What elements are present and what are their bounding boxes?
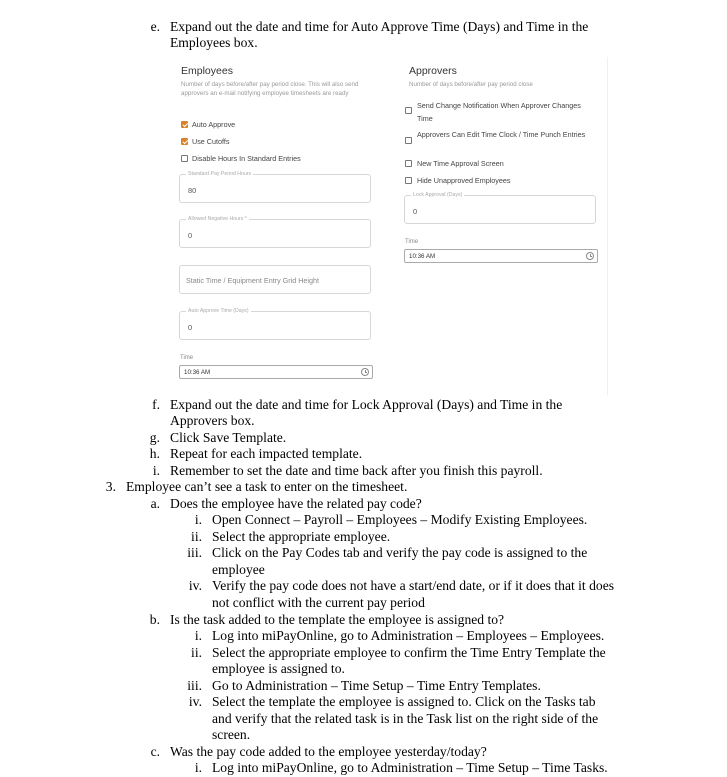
approvers-panel bbox=[399, 57, 608, 395]
sub-b-iv-line-3: screen. bbox=[212, 727, 251, 742]
disable-hours-label: Disable Hours In Standard Entries bbox=[192, 154, 301, 163]
approvers-description: Number of days before/after pay period close bbox=[409, 81, 533, 88]
disable-hours-checkbox[interactable] bbox=[181, 155, 188, 162]
step-h-line: Repeat for each impacted template. bbox=[170, 446, 363, 461]
send-change-notification-label: Send Change Notification When Approver Changes Time bbox=[417, 101, 581, 123]
auto-approve-days-value: 0 bbox=[188, 323, 193, 332]
approvers-time-value: 10:36 AM bbox=[409, 253, 436, 260]
sub-b-i-line: Log into miPayOnline, go to Administration – Employees – Employees. bbox=[212, 628, 605, 643]
employees-time-value: 10:36 AM bbox=[184, 369, 211, 376]
use-cutoffs-label: Use Cutoffs bbox=[192, 137, 230, 146]
step-f-marker: f. bbox=[152, 397, 160, 412]
negative-hours-value: 0 bbox=[188, 231, 193, 240]
approvers-time-label: Time bbox=[405, 239, 419, 245]
approvers-can-edit-label: Approvers Can Edit Time Clock / Time Punch Entries bbox=[417, 130, 586, 139]
step-i-marker: i. bbox=[152, 463, 160, 478]
new-approval-screen-label: New Time Approval Screen bbox=[417, 159, 504, 168]
sub-b-iv-marker: iv. bbox=[188, 694, 202, 709]
negative-hours-legend: Allowed Negative Hours * bbox=[188, 216, 247, 222]
sub-b-iii-line: Go to Administration – Time Setup – Time Entry Templates. bbox=[212, 678, 541, 693]
sub-a-iv-marker: iv. bbox=[188, 578, 202, 593]
sub-c-marker: c. bbox=[150, 744, 160, 759]
lock-approval-legend: Lock Approval (Days) bbox=[413, 192, 463, 198]
step-e-line-2: Employees box. bbox=[170, 35, 258, 50]
step-i-line: Remember to set the date and time back after you finish this payroll. bbox=[170, 463, 543, 478]
employees-time-label: Time bbox=[180, 355, 194, 361]
template-settings-screenshot bbox=[171, 57, 607, 395]
step-g-marker: g. bbox=[149, 430, 160, 445]
negative-hours-field[interactable] bbox=[179, 216, 371, 248]
employees-time-input[interactable] bbox=[179, 365, 373, 379]
step-h-marker: h. bbox=[149, 446, 160, 461]
sub-b-ii-line-1: Select the appropriate employee to confirm the Time Entry Template the bbox=[212, 645, 606, 660]
use-cutoffs-checkbox[interactable] bbox=[181, 138, 188, 145]
send-change-notification-checkbox[interactable] bbox=[405, 107, 412, 114]
sub-a-iv-line-2: not conflict with the current pay period bbox=[212, 595, 425, 610]
grid-height-placeholder: Static Time / Equipment Entry Grid Height bbox=[186, 276, 320, 285]
sub-a-marker: a. bbox=[150, 496, 160, 511]
step-e-line-1: Expand out the date and time for Auto Approve Time (Days) and Time in the bbox=[170, 19, 589, 34]
auto-approve-days-legend: Auto Approve Time (Days) bbox=[188, 308, 249, 314]
sub-a-iii-line-2: employee bbox=[212, 562, 265, 577]
sub-c-text: Was the pay code added to the employee yesterday/today? bbox=[170, 744, 487, 759]
sub-b-iv-line-1: Select the template the employee is assigned to. Click on the Tasks tab bbox=[212, 694, 596, 709]
clock-icon[interactable] bbox=[586, 252, 594, 260]
step-g-line: Click Save Template. bbox=[170, 430, 287, 445]
sub-c-i-line: Log into miPayOnline, go to Administration – Time Setup – Time Tasks. bbox=[212, 760, 608, 775]
sub-b-marker: b. bbox=[149, 612, 160, 627]
approvers-can-edit-checkbox[interactable] bbox=[405, 137, 412, 144]
lock-approval-value: 0 bbox=[413, 207, 418, 216]
step-f-line-1: Expand out the date and time for Lock Approval (Days) and Time in the bbox=[170, 397, 563, 412]
hide-unapproved-label: Hide Unapproved Employees bbox=[417, 176, 511, 185]
item-3-text: Employee can’t see a task to enter on the timesheet. bbox=[126, 479, 408, 494]
auto-approve-checkbox[interactable] bbox=[181, 121, 188, 128]
step-e-marker: e. bbox=[150, 19, 160, 34]
sub-a-ii-marker: ii. bbox=[191, 529, 202, 544]
sub-a-iii-marker: iii. bbox=[187, 545, 202, 560]
employees-panel bbox=[171, 57, 382, 395]
approvers-title: Approvers bbox=[409, 65, 457, 77]
item-3-marker: 3. bbox=[105, 479, 116, 494]
standard-hours-legend: Standard Pay Period Hours bbox=[188, 171, 252, 177]
clock-icon[interactable] bbox=[361, 368, 369, 376]
sub-b-iii-marker: iii. bbox=[187, 678, 202, 693]
sub-a-i-marker: i. bbox=[194, 512, 202, 527]
approvers-time-input[interactable] bbox=[404, 249, 598, 263]
sub-b-text: Is the task added to the template the employee is assigned to? bbox=[170, 612, 505, 627]
sub-a-iii-line-1: Click on the Pay Codes tab and verify the pay code is assigned to the bbox=[212, 545, 588, 560]
lock-approval-field[interactable] bbox=[404, 192, 596, 224]
sub-a-iv-line-1: Verify the pay code does not have a start/end date, or if it does that it does bbox=[212, 578, 615, 593]
standard-hours-field[interactable] bbox=[179, 171, 371, 203]
hide-unapproved-checkbox[interactable] bbox=[405, 177, 412, 184]
sub-a-text: Does the employee have the related pay code? bbox=[170, 496, 422, 511]
grid-height-field[interactable] bbox=[179, 265, 371, 294]
step-f-line-2: Approvers box. bbox=[170, 413, 255, 428]
employees-description: Number of days before/after pay period close. This will also send approvers an e-mail notifying employee timesheets are ready bbox=[181, 81, 359, 97]
auto-approve-label: Auto Approve bbox=[192, 120, 236, 129]
employees-title: Employees bbox=[181, 65, 233, 77]
sub-b-ii-marker: ii. bbox=[191, 645, 202, 660]
auto-approve-days-field[interactable] bbox=[179, 308, 371, 340]
sub-a-ii-line: Select the appropriate employee. bbox=[212, 529, 391, 544]
standard-hours-value: 80 bbox=[188, 186, 197, 195]
sub-b-iv-line-2: and verify that the related task is in the Task list on the right side of the bbox=[212, 711, 599, 726]
sub-a-i-line: Open Connect – Payroll – Employees – Modify Existing Employees. bbox=[212, 512, 588, 527]
new-approval-screen-checkbox[interactable] bbox=[405, 160, 412, 167]
sub-b-ii-line-2: employee is assigned to. bbox=[212, 661, 345, 676]
sub-c-i-marker: i. bbox=[194, 760, 202, 775]
sub-b-i-marker: i. bbox=[194, 628, 202, 643]
